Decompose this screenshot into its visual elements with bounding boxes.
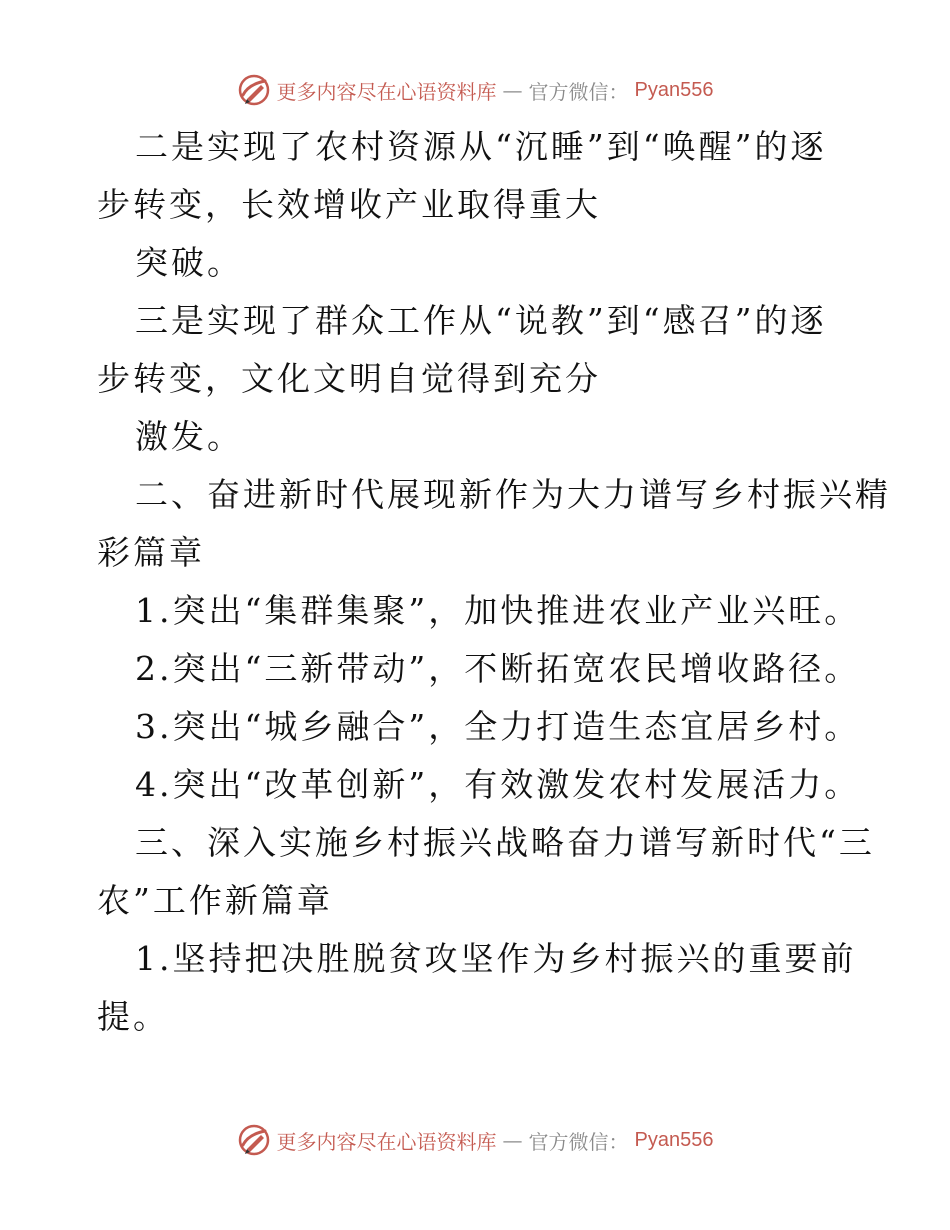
footer-watermark bbox=[0, 1120, 950, 1160]
section-heading: 三、深入实施乡村振兴战略奋力谱写新时代“三 bbox=[135, 823, 875, 862]
pen-logo-icon bbox=[237, 1123, 271, 1157]
section-heading: 彩篇章 bbox=[97, 533, 205, 572]
document-body bbox=[97, 118, 891, 1046]
paragraph-line: 步转变，长效增收产业取得重大 bbox=[97, 185, 601, 224]
watermark-wechat-label: 官方微信： bbox=[528, 79, 629, 104]
section-heading: 农”工作新篇章 bbox=[97, 881, 333, 920]
paragraph-line: 激发。 bbox=[135, 417, 243, 456]
pen-logo-icon bbox=[237, 73, 271, 107]
watermark-dash: — bbox=[502, 78, 523, 102]
watermark-wechat-label: 官方微信： bbox=[528, 1129, 629, 1154]
list-item: 2.突出“三新带动”，不断拓宽农民增收路径。 bbox=[135, 649, 861, 688]
list-item: 4.突出“改革创新”，有效激发农村发展活力。 bbox=[135, 765, 861, 804]
section-heading: 二、奋进新时代展现新作为大力谱写乡村振兴精 bbox=[135, 475, 891, 514]
watermark-brand-text: 更多内容尽在心语资料库 bbox=[276, 79, 497, 104]
list-item: 1.突出“集群集聚”，加快推进农业产业兴旺。 bbox=[135, 591, 861, 630]
header-watermark bbox=[0, 70, 950, 110]
list-item: 3.突出“城乡融合”，全力打造生态宜居乡村。 bbox=[135, 707, 861, 746]
paragraph-line: 突破。 bbox=[135, 243, 243, 282]
watermark-wechat-id: Pyan556 bbox=[634, 78, 714, 101]
paragraph-line: 步转变，文化文明自觉得到充分 bbox=[97, 359, 601, 398]
watermark-brand-text: 更多内容尽在心语资料库 bbox=[276, 1129, 497, 1154]
list-item: 1.坚持把决胜脱贫攻坚作为乡村振兴的重要前 bbox=[135, 939, 857, 978]
watermark-wechat-id: Pyan556 bbox=[634, 1128, 714, 1151]
paragraph-line: 三是实现了群众工作从“说教”到“感召”的逐 bbox=[135, 301, 827, 340]
list-item: 提。 bbox=[97, 997, 169, 1036]
paragraph-line: 二是实现了农村资源从“沉睡”到“唤醒”的逐 bbox=[135, 127, 827, 166]
watermark-dash: — bbox=[502, 1128, 523, 1152]
